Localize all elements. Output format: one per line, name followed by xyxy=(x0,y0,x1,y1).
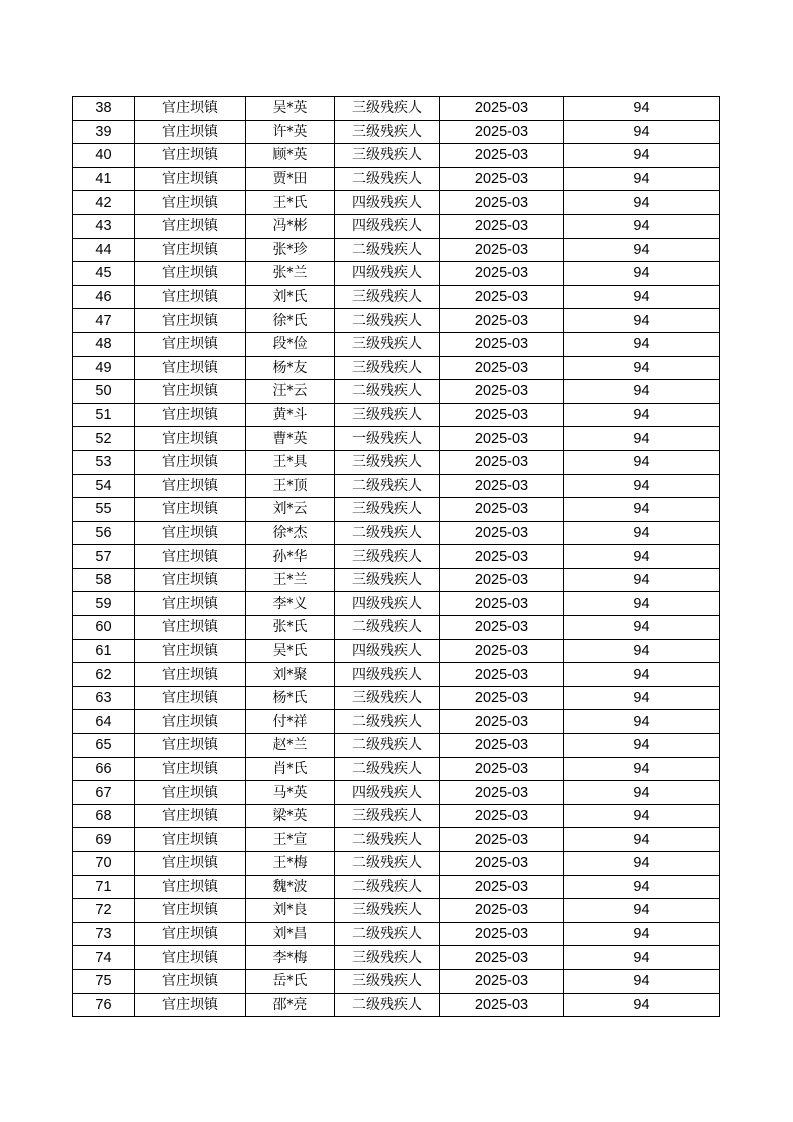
name-cell: 刘*良 xyxy=(246,899,335,923)
amount-cell: 94 xyxy=(564,380,720,404)
serial-number-cell: 45 xyxy=(73,262,135,286)
table-row xyxy=(73,238,720,262)
disability-level-cell: 四级残疾人 xyxy=(335,592,440,616)
month-cell: 2025-03 xyxy=(440,946,564,970)
amount-cell: 94 xyxy=(564,427,720,451)
amount-cell: 94 xyxy=(564,899,720,923)
town-cell: 官庄坝镇 xyxy=(135,852,246,876)
disability-level-cell: 二级残疾人 xyxy=(335,734,440,758)
town-cell: 官庄坝镇 xyxy=(135,969,246,993)
name-cell: 刘*云 xyxy=(246,498,335,522)
serial-number-cell: 54 xyxy=(73,474,135,498)
name-cell: 王*宣 xyxy=(246,828,335,852)
town-cell: 官庄坝镇 xyxy=(135,262,246,286)
month-cell: 2025-03 xyxy=(440,922,564,946)
disability-level-cell: 四级残疾人 xyxy=(335,191,440,215)
month-cell: 2025-03 xyxy=(440,804,564,828)
month-cell: 2025-03 xyxy=(440,356,564,380)
table-row xyxy=(73,521,720,545)
amount-cell: 94 xyxy=(564,144,720,168)
disability-level-cell: 二级残疾人 xyxy=(335,521,440,545)
town-cell: 官庄坝镇 xyxy=(135,592,246,616)
serial-number-cell: 38 xyxy=(73,97,135,121)
month-cell: 2025-03 xyxy=(440,191,564,215)
amount-cell: 94 xyxy=(564,191,720,215)
amount-cell: 94 xyxy=(564,781,720,805)
amount-cell: 94 xyxy=(564,804,720,828)
town-cell: 官庄坝镇 xyxy=(135,734,246,758)
amount-cell: 94 xyxy=(564,450,720,474)
amount-cell: 94 xyxy=(564,521,720,545)
table-row xyxy=(73,946,720,970)
name-cell: 徐*杰 xyxy=(246,521,335,545)
amount-cell: 94 xyxy=(564,285,720,309)
disability-level-cell: 三级残疾人 xyxy=(335,285,440,309)
serial-number-cell: 71 xyxy=(73,875,135,899)
month-cell: 2025-03 xyxy=(440,380,564,404)
serial-number-cell: 65 xyxy=(73,734,135,758)
table-row xyxy=(73,120,720,144)
month-cell: 2025-03 xyxy=(440,757,564,781)
amount-cell: 94 xyxy=(564,97,720,121)
amount-cell: 94 xyxy=(564,993,720,1017)
table-row xyxy=(73,616,720,640)
town-cell: 官庄坝镇 xyxy=(135,309,246,333)
amount-cell: 94 xyxy=(564,639,720,663)
table-row xyxy=(73,144,720,168)
disability-level-cell: 三级残疾人 xyxy=(335,450,440,474)
name-cell: 魏*波 xyxy=(246,875,335,899)
table-row xyxy=(73,922,720,946)
disability-level-cell: 二级残疾人 xyxy=(335,993,440,1017)
name-cell: 肖*氏 xyxy=(246,757,335,781)
month-cell: 2025-03 xyxy=(440,120,564,144)
amount-cell: 94 xyxy=(564,545,720,569)
disability-level-cell: 二级残疾人 xyxy=(335,380,440,404)
table-row xyxy=(73,545,720,569)
table-row xyxy=(73,450,720,474)
amount-cell: 94 xyxy=(564,568,720,592)
table-row xyxy=(73,663,720,687)
amount-cell: 94 xyxy=(564,969,720,993)
amount-cell: 94 xyxy=(564,309,720,333)
table-row xyxy=(73,686,720,710)
amount-cell: 94 xyxy=(564,616,720,640)
disability-level-cell: 四级残疾人 xyxy=(335,214,440,238)
name-cell: 岳*氏 xyxy=(246,969,335,993)
serial-number-cell: 46 xyxy=(73,285,135,309)
town-cell: 官庄坝镇 xyxy=(135,545,246,569)
disability-level-cell: 三级残疾人 xyxy=(335,545,440,569)
month-cell: 2025-03 xyxy=(440,97,564,121)
serial-number-cell: 42 xyxy=(73,191,135,215)
serial-number-cell: 39 xyxy=(73,120,135,144)
serial-number-cell: 69 xyxy=(73,828,135,852)
table-row xyxy=(73,804,720,828)
serial-number-cell: 50 xyxy=(73,380,135,404)
name-cell: 李*梅 xyxy=(246,946,335,970)
town-cell: 官庄坝镇 xyxy=(135,238,246,262)
serial-number-cell: 61 xyxy=(73,639,135,663)
disability-level-cell: 三级残疾人 xyxy=(335,946,440,970)
month-cell: 2025-03 xyxy=(440,686,564,710)
table-row xyxy=(73,97,720,121)
name-cell: 王*梅 xyxy=(246,852,335,876)
month-cell: 2025-03 xyxy=(440,238,564,262)
amount-cell: 94 xyxy=(564,875,720,899)
disability-level-cell: 三级残疾人 xyxy=(335,568,440,592)
name-cell: 杨*氏 xyxy=(246,686,335,710)
name-cell: 赵*兰 xyxy=(246,734,335,758)
name-cell: 汪*云 xyxy=(246,380,335,404)
table-row xyxy=(73,969,720,993)
table-row xyxy=(73,380,720,404)
month-cell: 2025-03 xyxy=(440,450,564,474)
month-cell: 2025-03 xyxy=(440,545,564,569)
town-cell: 官庄坝镇 xyxy=(135,450,246,474)
town-cell: 官庄坝镇 xyxy=(135,191,246,215)
month-cell: 2025-03 xyxy=(440,663,564,687)
month-cell: 2025-03 xyxy=(440,875,564,899)
amount-cell: 94 xyxy=(564,214,720,238)
month-cell: 2025-03 xyxy=(440,144,564,168)
table-row xyxy=(73,734,720,758)
month-cell: 2025-03 xyxy=(440,899,564,923)
serial-number-cell: 49 xyxy=(73,356,135,380)
amount-cell: 94 xyxy=(564,403,720,427)
table-row xyxy=(73,757,720,781)
amount-cell: 94 xyxy=(564,946,720,970)
amount-cell: 94 xyxy=(564,238,720,262)
name-cell: 李*义 xyxy=(246,592,335,616)
month-cell: 2025-03 xyxy=(440,332,564,356)
town-cell: 官庄坝镇 xyxy=(135,875,246,899)
town-cell: 官庄坝镇 xyxy=(135,993,246,1017)
disability-level-cell: 四级残疾人 xyxy=(335,663,440,687)
month-cell: 2025-03 xyxy=(440,498,564,522)
table-row xyxy=(73,167,720,191)
town-cell: 官庄坝镇 xyxy=(135,498,246,522)
town-cell: 官庄坝镇 xyxy=(135,922,246,946)
disability-level-cell: 二级残疾人 xyxy=(335,309,440,333)
table-row xyxy=(73,332,720,356)
serial-number-cell: 66 xyxy=(73,757,135,781)
disability-level-cell: 四级残疾人 xyxy=(335,262,440,286)
table-row xyxy=(73,852,720,876)
disability-level-cell: 三级残疾人 xyxy=(335,120,440,144)
amount-cell: 94 xyxy=(564,686,720,710)
table-row xyxy=(73,899,720,923)
amount-cell: 94 xyxy=(564,922,720,946)
table-row xyxy=(73,592,720,616)
disability-level-cell: 二级残疾人 xyxy=(335,922,440,946)
amount-cell: 94 xyxy=(564,734,720,758)
table-row xyxy=(73,356,720,380)
table-row xyxy=(73,710,720,734)
table-row xyxy=(73,262,720,286)
town-cell: 官庄坝镇 xyxy=(135,380,246,404)
serial-number-cell: 48 xyxy=(73,332,135,356)
subsidy-table xyxy=(72,96,720,1017)
town-cell: 官庄坝镇 xyxy=(135,521,246,545)
disability-level-cell: 一级残疾人 xyxy=(335,427,440,451)
town-cell: 官庄坝镇 xyxy=(135,285,246,309)
table-row xyxy=(73,285,720,309)
amount-cell: 94 xyxy=(564,828,720,852)
serial-number-cell: 74 xyxy=(73,946,135,970)
name-cell: 吴*英 xyxy=(246,97,335,121)
town-cell: 官庄坝镇 xyxy=(135,828,246,852)
serial-number-cell: 43 xyxy=(73,214,135,238)
serial-number-cell: 64 xyxy=(73,710,135,734)
month-cell: 2025-03 xyxy=(440,167,564,191)
town-cell: 官庄坝镇 xyxy=(135,332,246,356)
serial-number-cell: 59 xyxy=(73,592,135,616)
serial-number-cell: 53 xyxy=(73,450,135,474)
name-cell: 刘*聚 xyxy=(246,663,335,687)
town-cell: 官庄坝镇 xyxy=(135,757,246,781)
name-cell: 许*英 xyxy=(246,120,335,144)
disability-level-cell: 三级残疾人 xyxy=(335,403,440,427)
name-cell: 刘*氏 xyxy=(246,285,335,309)
name-cell: 梁*英 xyxy=(246,804,335,828)
month-cell: 2025-03 xyxy=(440,521,564,545)
name-cell: 顾*英 xyxy=(246,144,335,168)
name-cell: 贾*田 xyxy=(246,167,335,191)
name-cell: 段*俭 xyxy=(246,332,335,356)
town-cell: 官庄坝镇 xyxy=(135,781,246,805)
town-cell: 官庄坝镇 xyxy=(135,686,246,710)
disability-level-cell: 三级残疾人 xyxy=(335,969,440,993)
town-cell: 官庄坝镇 xyxy=(135,804,246,828)
month-cell: 2025-03 xyxy=(440,474,564,498)
serial-number-cell: 58 xyxy=(73,568,135,592)
amount-cell: 94 xyxy=(564,356,720,380)
town-cell: 官庄坝镇 xyxy=(135,97,246,121)
serial-number-cell: 57 xyxy=(73,545,135,569)
serial-number-cell: 62 xyxy=(73,663,135,687)
amount-cell: 94 xyxy=(564,852,720,876)
disability-level-cell: 二级残疾人 xyxy=(335,167,440,191)
name-cell: 曹*英 xyxy=(246,427,335,451)
serial-number-cell: 75 xyxy=(73,969,135,993)
name-cell: 付*祥 xyxy=(246,710,335,734)
town-cell: 官庄坝镇 xyxy=(135,899,246,923)
month-cell: 2025-03 xyxy=(440,262,564,286)
month-cell: 2025-03 xyxy=(440,781,564,805)
name-cell: 张*兰 xyxy=(246,262,335,286)
month-cell: 2025-03 xyxy=(440,969,564,993)
disability-level-cell: 四级残疾人 xyxy=(335,639,440,663)
name-cell: 吴*氏 xyxy=(246,639,335,663)
disability-level-cell: 四级残疾人 xyxy=(335,781,440,805)
disability-level-cell: 三级残疾人 xyxy=(335,899,440,923)
disability-level-cell: 三级残疾人 xyxy=(335,356,440,380)
amount-cell: 94 xyxy=(564,262,720,286)
name-cell: 徐*氏 xyxy=(246,309,335,333)
amount-cell: 94 xyxy=(564,332,720,356)
disability-level-cell: 三级残疾人 xyxy=(335,804,440,828)
table-row xyxy=(73,191,720,215)
table-row xyxy=(73,781,720,805)
month-cell: 2025-03 xyxy=(440,993,564,1017)
table-row xyxy=(73,498,720,522)
serial-number-cell: 73 xyxy=(73,922,135,946)
table-row xyxy=(73,993,720,1017)
amount-cell: 94 xyxy=(564,663,720,687)
serial-number-cell: 60 xyxy=(73,616,135,640)
table-row xyxy=(73,828,720,852)
serial-number-cell: 41 xyxy=(73,167,135,191)
name-cell: 黄*斗 xyxy=(246,403,335,427)
disability-level-cell: 三级残疾人 xyxy=(335,686,440,710)
table-row xyxy=(73,214,720,238)
town-cell: 官庄坝镇 xyxy=(135,663,246,687)
town-cell: 官庄坝镇 xyxy=(135,427,246,451)
name-cell: 刘*昌 xyxy=(246,922,335,946)
table-row xyxy=(73,639,720,663)
name-cell: 王*顶 xyxy=(246,474,335,498)
amount-cell: 94 xyxy=(564,120,720,144)
disability-level-cell: 二级残疾人 xyxy=(335,474,440,498)
disability-level-cell: 三级残疾人 xyxy=(335,332,440,356)
disability-level-cell: 三级残疾人 xyxy=(335,97,440,121)
serial-number-cell: 40 xyxy=(73,144,135,168)
month-cell: 2025-03 xyxy=(440,616,564,640)
name-cell: 张*珍 xyxy=(246,238,335,262)
table-row xyxy=(73,427,720,451)
disability-level-cell: 二级残疾人 xyxy=(335,710,440,734)
name-cell: 孙*华 xyxy=(246,545,335,569)
month-cell: 2025-03 xyxy=(440,568,564,592)
month-cell: 2025-03 xyxy=(440,309,564,333)
serial-number-cell: 55 xyxy=(73,498,135,522)
month-cell: 2025-03 xyxy=(440,285,564,309)
town-cell: 官庄坝镇 xyxy=(135,356,246,380)
month-cell: 2025-03 xyxy=(440,828,564,852)
disability-level-cell: 二级残疾人 xyxy=(335,852,440,876)
serial-number-cell: 56 xyxy=(73,521,135,545)
town-cell: 官庄坝镇 xyxy=(135,639,246,663)
town-cell: 官庄坝镇 xyxy=(135,710,246,734)
table-row xyxy=(73,568,720,592)
month-cell: 2025-03 xyxy=(440,852,564,876)
name-cell: 邵*亮 xyxy=(246,993,335,1017)
amount-cell: 94 xyxy=(564,474,720,498)
month-cell: 2025-03 xyxy=(440,403,564,427)
name-cell: 马*英 xyxy=(246,781,335,805)
name-cell: 王*具 xyxy=(246,450,335,474)
serial-number-cell: 51 xyxy=(73,403,135,427)
table-row xyxy=(73,309,720,333)
amount-cell: 94 xyxy=(564,710,720,734)
disability-level-cell: 二级残疾人 xyxy=(335,875,440,899)
town-cell: 官庄坝镇 xyxy=(135,616,246,640)
name-cell: 张*氏 xyxy=(246,616,335,640)
serial-number-cell: 68 xyxy=(73,804,135,828)
table-row xyxy=(73,474,720,498)
serial-number-cell: 67 xyxy=(73,781,135,805)
town-cell: 官庄坝镇 xyxy=(135,474,246,498)
month-cell: 2025-03 xyxy=(440,639,564,663)
name-cell: 冯*彬 xyxy=(246,214,335,238)
serial-number-cell: 47 xyxy=(73,309,135,333)
town-cell: 官庄坝镇 xyxy=(135,946,246,970)
town-cell: 官庄坝镇 xyxy=(135,120,246,144)
month-cell: 2025-03 xyxy=(440,710,564,734)
serial-number-cell: 72 xyxy=(73,899,135,923)
month-cell: 2025-03 xyxy=(440,214,564,238)
disability-level-cell: 二级残疾人 xyxy=(335,757,440,781)
amount-cell: 94 xyxy=(564,592,720,616)
town-cell: 官庄坝镇 xyxy=(135,214,246,238)
town-cell: 官庄坝镇 xyxy=(135,568,246,592)
town-cell: 官庄坝镇 xyxy=(135,167,246,191)
serial-number-cell: 52 xyxy=(73,427,135,451)
name-cell: 王*氏 xyxy=(246,191,335,215)
month-cell: 2025-03 xyxy=(440,427,564,451)
month-cell: 2025-03 xyxy=(440,734,564,758)
name-cell: 杨*友 xyxy=(246,356,335,380)
disability-level-cell: 三级残疾人 xyxy=(335,498,440,522)
table-row xyxy=(73,875,720,899)
table-row xyxy=(73,403,720,427)
amount-cell: 94 xyxy=(564,757,720,781)
disability-level-cell: 三级残疾人 xyxy=(335,144,440,168)
disability-level-cell: 二级残疾人 xyxy=(335,616,440,640)
serial-number-cell: 44 xyxy=(73,238,135,262)
serial-number-cell: 76 xyxy=(73,993,135,1017)
serial-number-cell: 70 xyxy=(73,852,135,876)
month-cell: 2025-03 xyxy=(440,592,564,616)
serial-number-cell: 63 xyxy=(73,686,135,710)
amount-cell: 94 xyxy=(564,167,720,191)
disability-level-cell: 二级残疾人 xyxy=(335,238,440,262)
disability-level-cell: 二级残疾人 xyxy=(335,828,440,852)
amount-cell: 94 xyxy=(564,498,720,522)
name-cell: 王*兰 xyxy=(246,568,335,592)
town-cell: 官庄坝镇 xyxy=(135,403,246,427)
town-cell: 官庄坝镇 xyxy=(135,144,246,168)
table-body xyxy=(73,97,720,1017)
